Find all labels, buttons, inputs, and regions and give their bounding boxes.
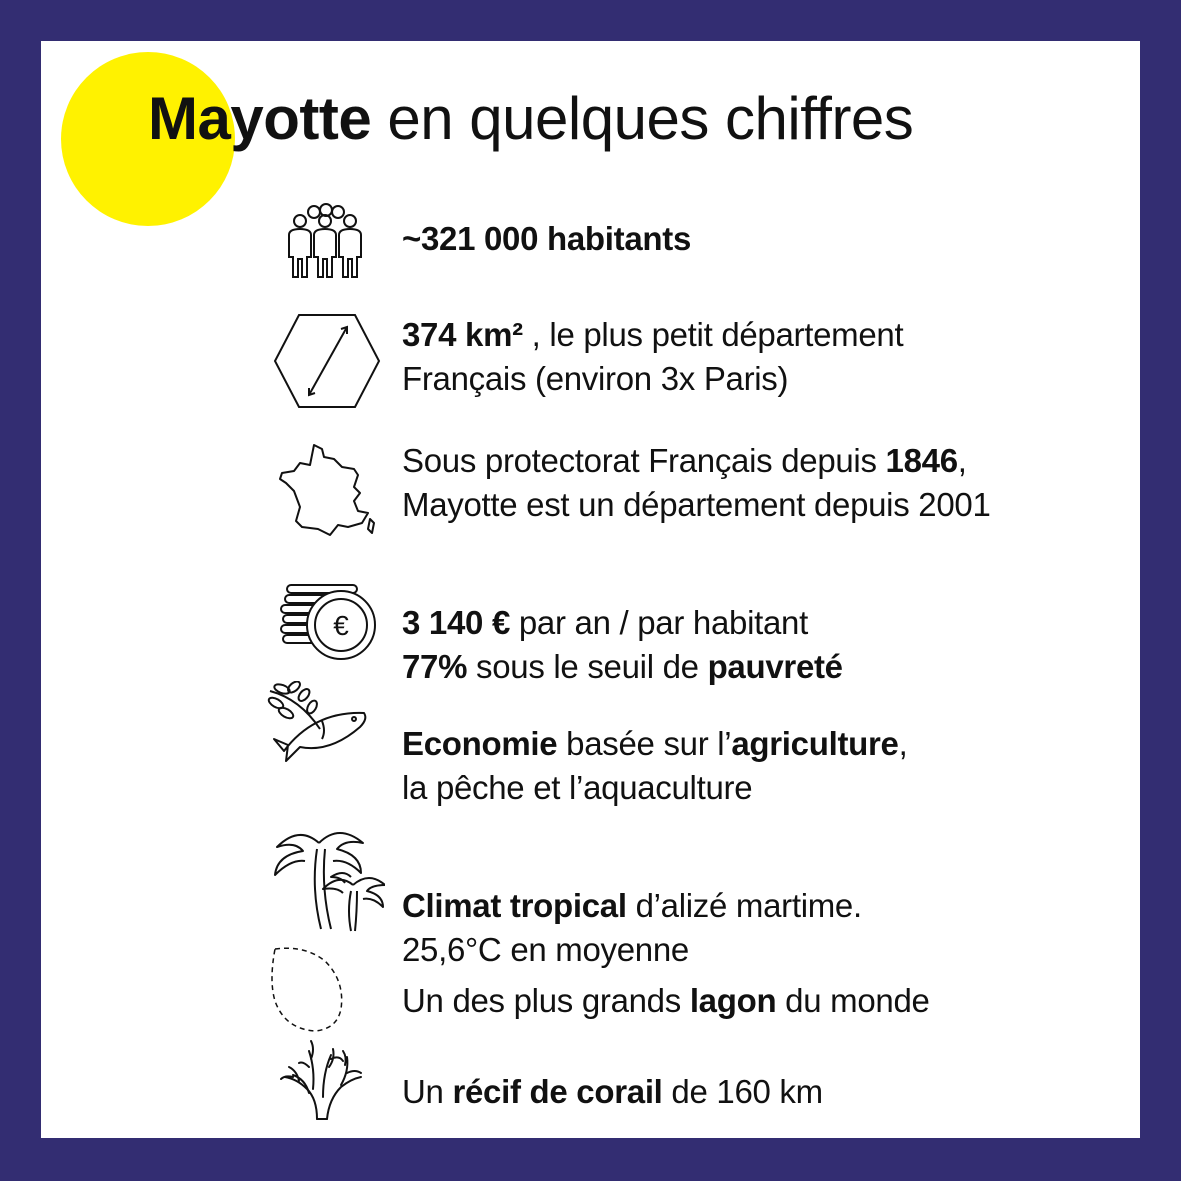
fact-text: basée sur l’ [557,725,732,762]
fact-line [402,439,991,483]
france-map-icon [274,439,384,551]
svg-text:€: € [333,610,349,641]
fact-bold: Economie [402,725,558,762]
fact-line [402,928,862,972]
fact-reef [402,1070,823,1114]
fact-income [402,601,843,689]
fact-text: la pêche et l’aquaculture [402,769,753,806]
fact-bold: 1846 [885,442,958,479]
fact-bold: 3 140 € [402,604,511,641]
euro-coins-icon [277,581,377,661]
fact-text: Mayotte est un département depuis 2001 [402,486,991,523]
fact-population [402,217,691,261]
lagoon-outline-icon [267,943,351,1035]
fact-bold: agriculture [731,725,899,762]
title-bold: Mayotte [148,85,372,152]
fact-text: , [957,442,967,479]
fact-text: de 160 km [662,1073,823,1110]
fact-text: d’alizé martime. [626,887,862,924]
fact-text: Sous protectorat Français depuis [402,442,886,479]
fact-text: Un [402,1073,453,1110]
page-title [148,83,913,155]
fact-line [402,645,843,689]
fact-bold: 374 km² [402,316,523,353]
fact-line [402,1070,823,1114]
fact-text: du monde [776,982,930,1019]
fact-line [402,766,907,810]
fact-bold: 77% [402,648,468,685]
fact-lagoon [402,979,930,1023]
fact-text: Un des plus grands [402,982,690,1019]
fact-bold: Climat tropical [402,887,627,924]
fact-climate [402,884,862,972]
infographic-card [41,41,1140,1138]
hexagon-area-icon [271,309,383,413]
fact-area [402,313,903,401]
fact-economy [402,722,907,810]
fact-text: , le plus petit département [522,316,904,353]
fact-bold: ~321 000 habitants [402,220,692,257]
fact-line [402,357,903,401]
fact-line [402,979,930,1023]
fact-line [402,722,907,766]
fact-line [402,483,991,527]
wheat-fish-icon [264,681,376,773]
fact-line [402,313,903,357]
fact-text: , [898,725,908,762]
fact-history [402,439,991,527]
fact-text: par an / par habitant [510,604,808,641]
people-icon [284,201,368,281]
fact-bold: récif de corail [452,1073,663,1110]
title-rest: en quelques chiffres [371,85,914,152]
fact-line [402,217,691,261]
fact-text: sous le seuil de [467,648,708,685]
fact-bold: lagon [689,982,777,1019]
fact-line [402,601,843,645]
fact-line [402,884,862,928]
palm-trees-icon [271,821,385,933]
fact-text: Français (environ 3x Paris) [402,360,789,397]
coral-icon [279,1037,369,1121]
fact-text: 25,6°C en moyenne [402,931,689,968]
fact-bold: pauvreté [707,648,843,685]
